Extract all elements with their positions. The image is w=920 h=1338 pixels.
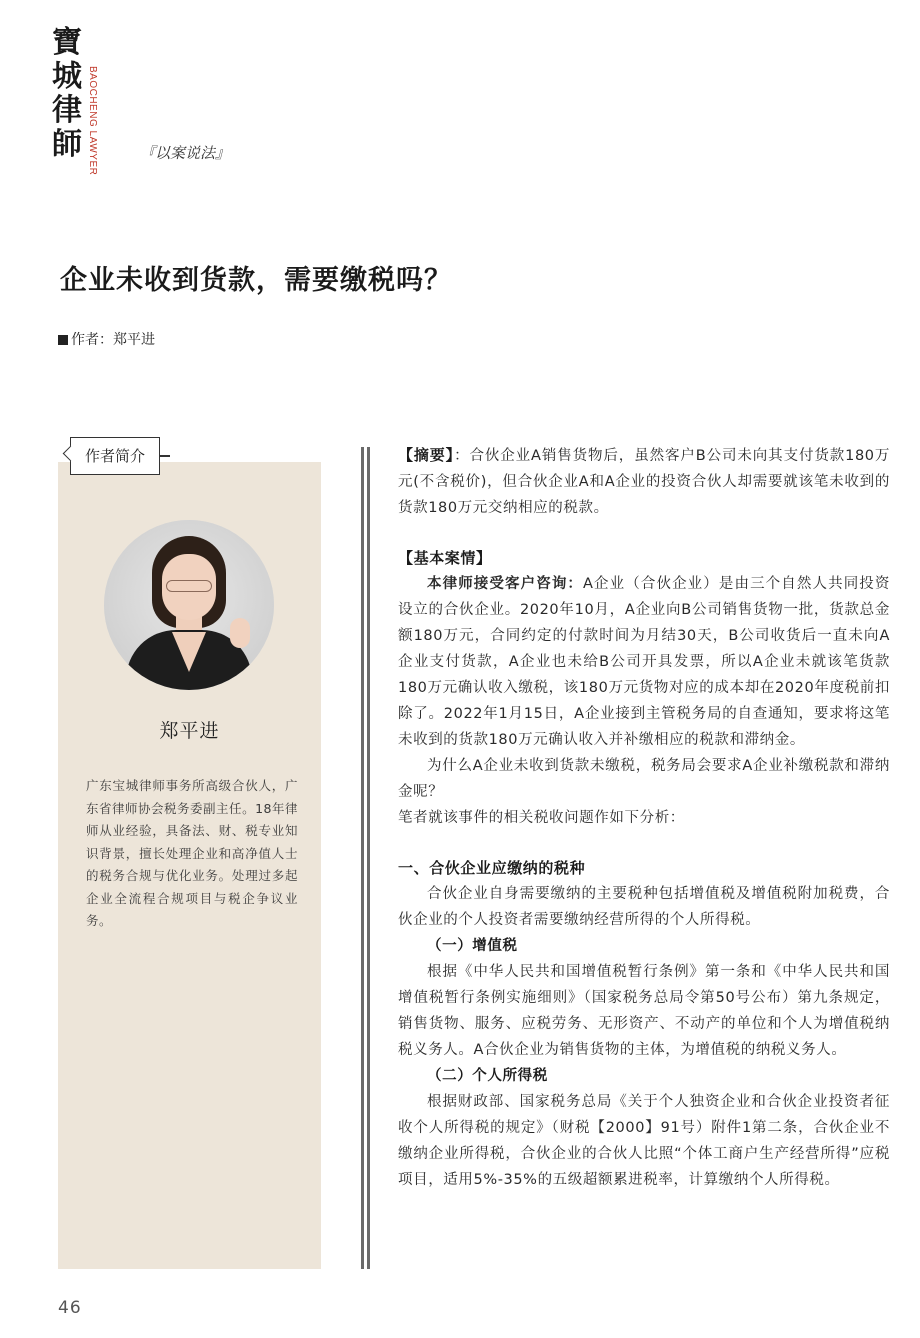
- section-intro: 合伙企业自身需要缴纳的主要税种包括增值税及增值税附加税费，合伙企业的个人投资者需要缴纳经营所得的个人所得税。: [398, 886, 890, 928]
- logo-english: BAOCHENG LAWYER: [87, 66, 98, 176]
- article-body: [398, 442, 890, 1193]
- divider-bar: [367, 447, 370, 1269]
- case-question: 为什么A企业未收到货款未缴税，税务局会要求A企业补缴税款和滞纳金呢？: [398, 758, 890, 800]
- bullet-square-icon: [58, 335, 68, 345]
- summary-paragraph: 【摘要】：合伙企业A销售货物后，虽然客户B公司未向其支付货款180万元(不含税价)，但合伙企业A和A企业的投资合伙人却需要就该笔未收到的货款180万元交纳相应的税款。: [398, 446, 890, 516]
- author-intro-tag: 作者简介: [70, 437, 160, 475]
- case-paragraph: 本律师接受客户咨询：A企业（合伙企业）是由三个自然人共同投资设立的合伙企业。2020年10月，A企业向B公司销售货物一批，货款总金额180万元，合同约定的付款时间为月结30天，B公司收货后一直未向A企业支付货款，A企业也未给B公司开具发票，所以A企业未就该笔货款180万元确认收入缴税，该180万元货物对应的成本却在2020年度税前扣除了。2022年1月15日，A企业接到主管税务局的自查通知，要求将这笔未收到的货款180万元确认收入并补缴相应的税款和滞纳金。: [398, 576, 890, 748]
- article-title: 企业未收到货款，需要缴税吗？: [60, 265, 452, 296]
- page-number: 46: [58, 1298, 82, 1318]
- section-heading: 一、合伙企业应缴纳的税种: [398, 859, 586, 877]
- subsection-text: 根据财政部、国家税务总局《关于个人独资企业和合伙企业投资者征收个人所得税的规定》（财税【2000】91号）附件1第二条，合伙企业不缴纳企业所得税，合伙企业的合伙人比照“个体工商户生产经营所得”应税项目，适用5%-35%的五级超额累进税率，计算缴纳个人所得税。: [398, 1094, 890, 1188]
- column-tag: 『以案说法』: [140, 144, 231, 162]
- author-line: 作者：郑平进: [58, 329, 155, 349]
- author-photo: [104, 520, 274, 690]
- author-bio: 广东宝城律师事务所高级合伙人，广东省律师协会税务委副主任。18年律师从业经验，具备法、财、税专业知识背景，擅长处理企业和高净值人士的税务合规与优化业务。处理过多起企业全流程合规项目与税企争议业务。: [86, 778, 298, 928]
- divider-bar: [361, 447, 364, 1269]
- logo-chinese: 寶 城 律 師: [52, 25, 82, 162]
- tag-rule: [160, 455, 170, 457]
- case-heading: 【基本案情】: [398, 549, 492, 567]
- logo: [52, 26, 112, 176]
- author-name: 郑平进: [159, 720, 220, 742]
- subsection-text: 根据《中华人民共和国增值税暂行条例》第一条和《中华人民共和国增值税暂行条例实施细则》（国家税务总局令第50号公布）第九条规定，销售货物、服务、应税劳务、无形资产、不动产的单位和个人为增值税纳税义务人。A合伙企业为销售货物的主体，为增值税的纳税义务人。: [398, 964, 890, 1058]
- subsection-heading: （一）增值税: [427, 938, 518, 954]
- subsection-heading: （二）个人所得税: [427, 1068, 548, 1084]
- case-analysis-intro: 笔者就该事件的相关税收问题作如下分析：: [398, 810, 685, 826]
